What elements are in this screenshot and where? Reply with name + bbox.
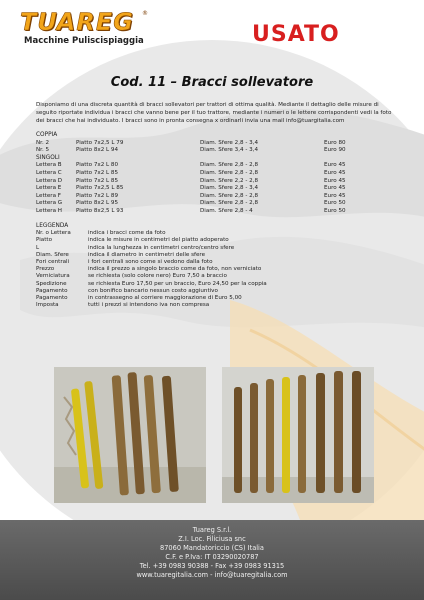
row-diam: Diam. Sfere 2,8 - 3,4 xyxy=(200,185,259,192)
registered-mark: ® xyxy=(142,10,148,17)
row-id: Lettera D xyxy=(36,177,63,184)
row-price: Euro 50 xyxy=(324,207,346,214)
footer-company: Tuareg S.r.l. xyxy=(192,526,232,534)
row-diam: Diam. Sfere 2,8 - 3,4 xyxy=(200,139,259,146)
legend-value: tutti i prezzi si intendono iva non compresa xyxy=(88,302,210,309)
brand-logo: TUAREG xyxy=(20,8,134,36)
legenda-section xyxy=(36,223,394,310)
row-price: Euro 90 xyxy=(324,147,346,154)
row-diam: Diam. Sfere 2,8 - 2,8 xyxy=(200,200,259,207)
row-diam: Diam. Sfere 2,8 - 2,8 xyxy=(200,192,259,199)
footer-phone: Tel. +39 0983 90388 - Fax +39 0983 91315 xyxy=(139,562,285,570)
legend-row xyxy=(36,295,394,302)
row-piatto: Piatto 8x2,5 L 93 xyxy=(76,207,124,214)
singoli-heading: SINGOLI xyxy=(36,154,60,161)
brand-subtitle: Macchine Puliscispiaggia xyxy=(24,36,144,46)
coppia-section xyxy=(36,132,394,216)
legend-value: indica il diametro in centimetri delle sfere xyxy=(88,251,206,258)
legend-key: Piatto xyxy=(36,237,53,244)
row-piatto: Piatto 8x2 L 94 xyxy=(76,147,119,154)
row-id: Lettera B xyxy=(36,162,62,169)
table-row xyxy=(36,162,394,170)
row-piatto: Piatto 7x2 L 85 xyxy=(76,169,119,176)
legend-key: Diam. Sfere xyxy=(36,251,69,258)
row-price: Euro 45 xyxy=(324,162,346,169)
row-id: Lettera E xyxy=(36,185,62,192)
table-row xyxy=(36,200,394,208)
legend-value: se richiesta Euro 17,50 per un braccio, Euro 24,50 per la coppia xyxy=(88,280,267,287)
row-piatto: Piatto 7x2 L 85 xyxy=(76,177,119,184)
legend-row xyxy=(36,259,394,266)
intro-paragraph: Disponiamo di una discreta quantità di bracci sollevatori per trattori di ottima qualità. Mediante il dettaglio delle misure di seguito riportate individua i bracci che vanno bene per il tuo trattore, mediante i numeri o le lettere corrispondenti vedi la foto dei bracci che hai individuato. I bracci sono in pronta consegna x ordinarli invia una mail info@tuargitalia.com xyxy=(36,102,392,124)
row-price: Euro 80 xyxy=(324,139,346,146)
usato-badge: USATO xyxy=(252,22,340,47)
row-price: Euro 45 xyxy=(324,192,346,199)
legend-value: indica la lunghezza in centimetri centro/centro sfere xyxy=(88,244,235,251)
footer-web-link[interactable]: www.tuaregitalia.com - info@tuaregitalia.com xyxy=(136,571,288,579)
row-id: Nr. 2 xyxy=(36,139,50,146)
legend-value: indica i bracci come da foto xyxy=(88,230,166,237)
photo-single-arms xyxy=(222,367,374,503)
legend-row xyxy=(36,266,394,273)
header xyxy=(0,0,424,72)
footer-vat: C.F. e P.Iva: IT 03290020787 xyxy=(165,553,259,561)
row-id: Lettera F xyxy=(36,192,62,199)
legend-value: in contrassegno al corriere maggiorazione di Euro 5,00 xyxy=(88,294,242,301)
row-id: Nr. 5 xyxy=(36,147,50,154)
legend-key: Spedizione xyxy=(36,280,67,287)
row-id: Lettera C xyxy=(36,169,62,176)
row-price: Euro 45 xyxy=(324,185,346,192)
legend-key: Imposta xyxy=(36,302,59,309)
legend-value: indica il prezzo a singolo braccio come da foto, non verniciato xyxy=(88,266,262,273)
legend-value: se richiesta (solo colore nero) Euro 7,50 a braccio xyxy=(88,273,227,280)
row-price: Euro 50 xyxy=(324,200,346,207)
row-diam: Diam. Sfere 2,8 - 2,8 xyxy=(200,169,259,176)
legend-row xyxy=(36,281,394,288)
legend-row xyxy=(36,273,394,280)
table-row xyxy=(36,140,394,148)
main-content xyxy=(36,101,394,309)
photo-pair-arms xyxy=(54,367,206,503)
row-price: Euro 45 xyxy=(324,169,346,176)
legend-row xyxy=(36,302,394,309)
legend-value: indica le misure in centimetri del piatto adoperato xyxy=(88,237,229,244)
row-piatto: Piatto 7x2,5 L 85 xyxy=(76,185,124,192)
table-row xyxy=(36,185,394,193)
row-diam: Diam. Sfere 2,8 - 4 xyxy=(200,207,253,214)
row-diam: Diam. Sfere 3,4 - 3,4 xyxy=(200,147,259,154)
legend-key: L xyxy=(36,244,40,251)
row-id: Lettera H xyxy=(36,207,62,214)
table-row xyxy=(36,208,394,216)
legend-key: Verniciatura xyxy=(36,273,70,280)
legend-key: Nr. o Lettera xyxy=(36,230,71,237)
table-row xyxy=(36,147,394,155)
row-diam: Diam. Sfere 2,8 - 2,8 xyxy=(200,162,259,169)
table-row xyxy=(36,178,394,186)
row-piatto: Piatto 7x2,5 L 79 xyxy=(76,139,124,146)
legend-key: Pagamento xyxy=(36,294,68,301)
row-diam: Diam. Sfere 2,2 - 2,8 xyxy=(200,177,259,184)
page-title: Cod. 11 – Bracci sollevatore xyxy=(110,75,314,90)
legend-row xyxy=(36,252,394,259)
row-piatto: Piatto 7x2 L 89 xyxy=(76,192,119,199)
legend-row xyxy=(36,230,394,237)
footer-address: Z.I. Loc. Filiciusa snc xyxy=(178,535,246,543)
coppia-heading: COPPIA xyxy=(36,132,58,138)
legend-key: Prezzo xyxy=(36,266,55,273)
footer-city: 87060 Mandatoriccio (CS) Italia xyxy=(160,544,264,552)
footer xyxy=(0,520,424,600)
row-id: Lettera G xyxy=(36,200,63,207)
legenda-heading: LEGGENDA xyxy=(36,222,69,229)
row-price: Euro 45 xyxy=(324,177,346,184)
legend-key: Pagamento xyxy=(36,287,68,294)
row-piatto: Piatto 7x2 L 80 xyxy=(76,162,119,169)
legend-row xyxy=(36,245,394,252)
legend-key: Fori centrali xyxy=(36,258,70,265)
legend-row xyxy=(36,237,394,244)
table-row xyxy=(36,170,394,178)
table-row xyxy=(36,193,394,201)
row-piatto: Piatto 8x2 L 95 xyxy=(76,200,119,207)
legend-row xyxy=(36,288,394,295)
legend-value: i fori centrali sono come si vedono dalla foto xyxy=(88,258,213,265)
legend-value: con bonifico bancario nessun costo aggiuntivo xyxy=(88,287,218,294)
